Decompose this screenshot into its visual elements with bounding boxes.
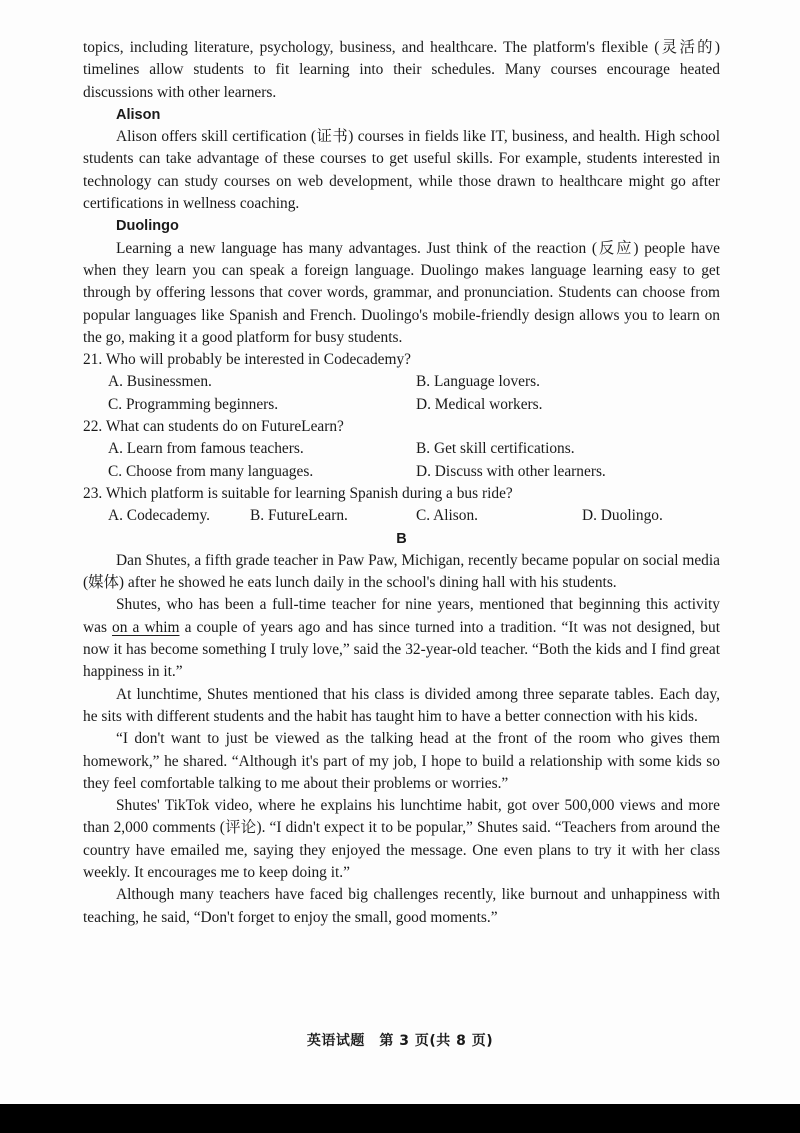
- option-b[interactable]: B. Language lovers.: [416, 373, 540, 391]
- option-b[interactable]: B. FutureLearn.: [250, 507, 348, 525]
- option-a[interactable]: A. Businessmen.: [108, 373, 212, 391]
- question-number: 21.: [83, 351, 103, 369]
- option-d[interactable]: D. Medical workers.: [416, 395, 543, 413]
- passage-b-paragraph-1: Dan Shutes, a fifth grade teacher in Paw Paw, Michigan, recently became popular on social media (媒体) after he showed he eats lunch daily in the school's dining hall with his students.: [83, 551, 720, 592]
- passage-b-paragraph-6: Although many teachers have faced big challenges recently, like burnout and unhappiness with teaching, he said, “Don't forget to enjoy the small, good moments.”: [83, 886, 720, 926]
- option-d[interactable]: D. Duolingo.: [582, 507, 663, 525]
- passage-b-paragraph-5: Shutes' TikTok video, where he explains his lunchtime habit, got over 500,000 views and more than 2,000 comments (评论). “I didn't expect it to be popular,” Shutes said. “Teachers from around the country have emailed me, saying they enjoyed the message. One even plans to try it with her class weekly. It encourages me to keep doing it.”: [83, 797, 720, 881]
- section-body-duolingo: Learning a new language has many advantages. Just think of the reaction (反应) people have when they learn you can speak a foreign language. Duolingo makes language learning easy to get through by offering lessons that cover words, grammar, and pronunciation. Students can choose from popular languages like Spanish and French. Duolingo's mobile-friendly design allows you to learn on the go, making it a good platform for busy students.: [83, 239, 720, 346]
- option-a[interactable]: A. Learn from famous teachers.: [108, 440, 304, 458]
- question-23: [83, 483, 720, 505]
- page-footer: 英语试题 第 3 页(共 8 页): [306, 1033, 494, 1049]
- question-22-options-row-2: [83, 461, 720, 483]
- question-23-options-row: [83, 505, 720, 527]
- section-body-alison: Alison offers skill certification (证书) courses in fields like IT, business, and health. High school students can take advantage of these courses to get useful skills. For example, students interested in technology can study courses on web development, while those drawn to healthcare might go after certifications in wellness coaching.: [83, 128, 720, 213]
- underlined-phrase: on a whim: [112, 618, 180, 636]
- question-22: [83, 416, 720, 438]
- passage-b-paragraph-3: At lunchtime, Shutes mentioned that his class is divided among three separate tables. Each day, he sits with different students and the habit has taught him to have a better connection with his kids.: [83, 685, 720, 725]
- option-c[interactable]: C. Programming beginners.: [108, 395, 279, 413]
- question-stem: What can students do on FutureLearn?: [105, 418, 344, 436]
- paragraph-text: a couple of years ago and has since turned into a tradition. “It was not designed, but now it has become something I truly love,” said the 32-year-old teacher. “Both the kids and I find great happiness in it.”: [83, 618, 720, 681]
- question-22-options-row-1: [83, 438, 720, 460]
- passage-a-intro-end: topics, including literature, psychology, business, and healthcare. The platform's flexible (灵活的) timelines allow students to fit learning into their schedules. Many courses encourage heated discussions with other learners.: [83, 39, 720, 101]
- bottom-black-border: [0, 1104, 800, 1133]
- question-number: 23.: [83, 484, 103, 502]
- option-c[interactable]: C. Choose from many languages.: [108, 462, 314, 480]
- passage-b-paragraph-4: “I don't want to just be viewed as the talking head at the front of the room who gives them homework,” he shared. “Although it's part of my job, I hope to build a relationship with some kids so they feel comfortable talking to me about their problems or worries.”: [83, 730, 720, 792]
- section-heading-alison: Alison: [116, 106, 161, 123]
- option-c[interactable]: C. Alison.: [416, 507, 479, 525]
- question-stem: Who will probably be interested in Codecademy?: [105, 351, 411, 369]
- section-heading-duolingo: Duolingo: [116, 218, 179, 235]
- question-21-options-row-2: [83, 394, 720, 416]
- option-a[interactable]: A. Codecademy.: [108, 507, 210, 525]
- paragraph-text: Shutes, who has been a full-time teacher for nine years, mentioned that beginning this activity was: [83, 596, 720, 636]
- page-content: [83, 37, 720, 929]
- section-letter-b: B: [396, 530, 407, 547]
- passage-b-paragraph-2: [83, 594, 720, 683]
- option-d[interactable]: D. Discuss with other learners.: [416, 462, 606, 480]
- question-number: 22.: [83, 418, 103, 436]
- option-b[interactable]: B. Get skill certifications.: [416, 440, 575, 458]
- question-21: [83, 349, 720, 371]
- question-21-options-row-1: [83, 371, 720, 393]
- question-stem: Which platform is suitable for learning Spanish during a bus ride?: [105, 484, 513, 502]
